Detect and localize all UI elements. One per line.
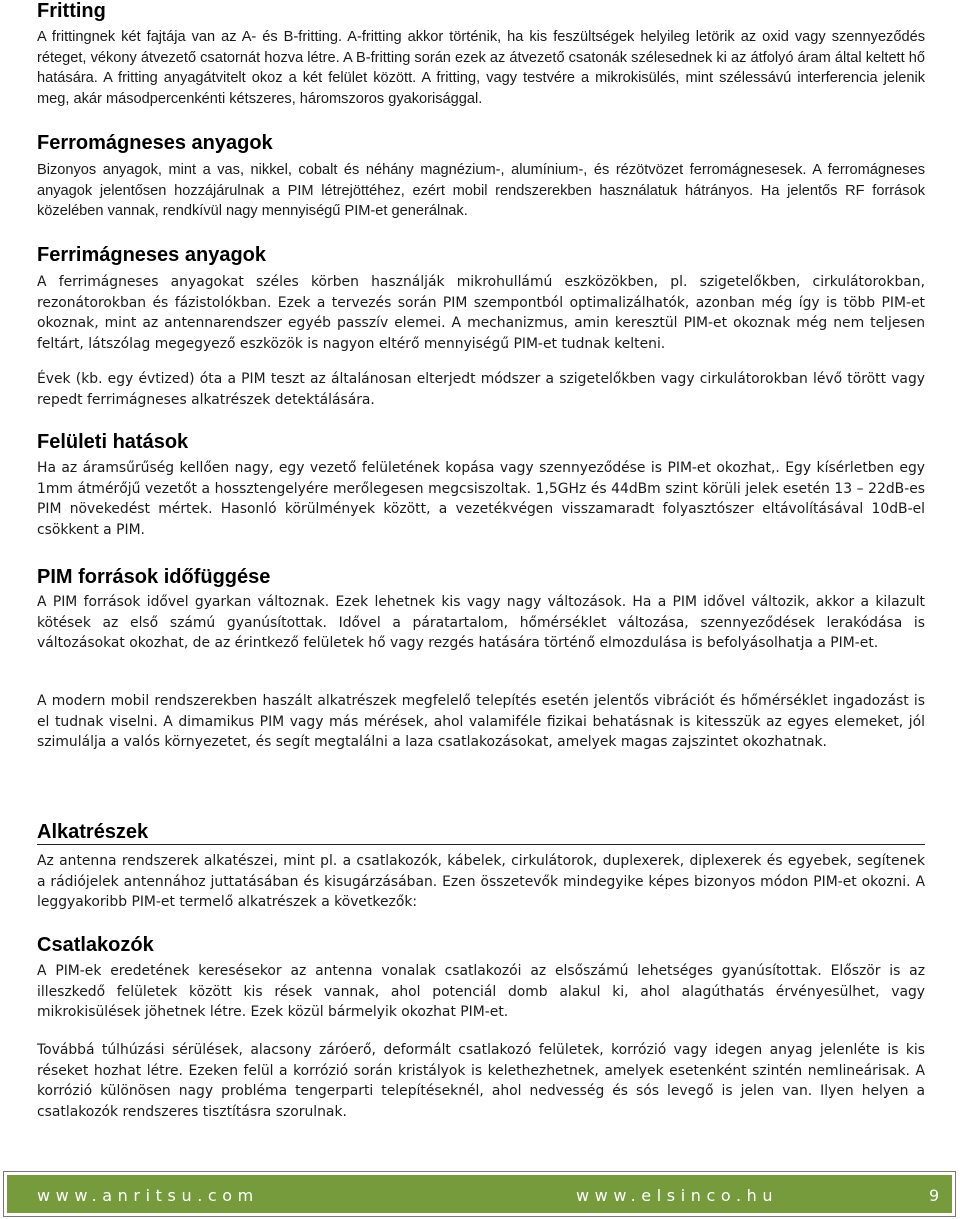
paragraph-idofugges-2: A modern mobil rendszerekben haszált alkatrészek megfelelő telepítés esetén jelentős vibrációt és hőmérséklet ingadozást is el tudnak viselni. A dimamikus PIM vagy más mérések, ahol valamiféle fizikai behatásnak is kitesszük az egyes elemeket, jól szimulálja a valós környezetet, és segít megtalálni a laza csatlakozásokat, amelyek magas zajszintet okozhatnak.: [37, 693, 925, 750]
footer-band: [7, 1175, 952, 1213]
page-number: 9: [929, 1186, 940, 1205]
paragraph-fritting: A frittingnek két fajtája van az A- és B-fritting. A-fritting akkor történik, ha kis feszültségek helyileg letörik az oxid vagy szennyeződés réteget, vékony átvezető csatornát hozva létre. A B-fritting során ezek az átvezető csatonák szélesednek ki az átfolyó áram által keltett hő hatására. A fritting anyagátvitelt okoz a két felület között. A fritting, vagy testvére a mikrokisülés, mint szélessávú interferencia jelenik meg, akár másodpercenkénti kétszeres, háromszoros gyakorisággal.: [37, 29, 925, 107]
heading-ferromagneses: Ferromágneses anyagok: [37, 132, 273, 154]
paragraph-alkatreszek: Az antenna rendszerek alkatészei, mint pl. a csatlakozók, kábelek, cirkulátorok, duplexerek, diplexerek és egyebek, segítenek a rádiójelek antennához juttatásában és kisugárzásában. Ezen összetevők mindegyike képes bizonyos módon PIM-et okozni. A leggyakoribb PIM-et termelő alkatrészek a következők:: [37, 853, 925, 910]
heading-ferrimagneses: Ferrimágneses anyagok: [37, 244, 266, 266]
paragraph-idofugges-1: A PIM források idővel gyarkan változnak. Ezek lehetnek kis vagy nagy változások. Ha a PIM idővel változik, akkor a kilazult kötések az első számú gyanúsítottak. Idővel a páratartalom, hőmérséklet változása, szennyeződések lerakódása is változásokat okozhat, de az érintkező felületek hő vagy rezgés hatására történő elmozdulása is befolyásolhatja a PIM-et.: [37, 594, 925, 651]
paragraph-csatlakozok-1: A PIM-ek eredetének keresésekor az antenna vonalak csatlakozói az elsőszámú lehetséges gyanúsítottak. Először is az illeszkedő felületek között kis rések vannak, ahol potenciál domb alakul ki, ahol alagúthatás érvényesülhet, vagy mikrokisülések jöhetnek létre. Ezek közül bármelyik okozhat PIM-et.: [37, 963, 925, 1020]
paragraph-ferromagneses: Bizonyos anyagok, mint a vas, nikkel, cobalt és néhány magnézium-, alumínium-, és rézötvözet ferromágnesesek. A ferromágneses anyagok jelentősen hozzájárulnak a PIM létrejöttéhez, ezért mobil rendszerekben használatuk hátrányos. Ha jelentős RF források közelében vannak, rendkívül nagy mennyiségű PIM-et generálnak.: [37, 162, 925, 219]
paragraph-csatlakozok-2: Továbbá túlhúzási sérülések, alacsony záróerő, deformált csatlakozó felületek, korrózió vagy idegen anyag jelenléte is kis réseket hozhat létre. Ezeken felül a korrózió során kristályok is kelethezhetnek, amelyek esetenként szintén nemlineárisak. A korrózió különösen nagy probléma tengerparti telepítéseknél, ahol nedvesség és sós levegő is jelen van. Ilyen helyen a csatlakozók rendszeres tisztításra szorulnak.: [37, 1042, 925, 1120]
heading-feluleti: Felületi hatások: [37, 431, 189, 453]
paragraph-feluleti: Ha az áramsűrűség kellően nagy, egy vezető felületének kopása vagy szennyeződése is PIM-et okozhat,. Egy kísérletben egy 1mm átmérőjű vezetőt a hossztengelyére merőlegesen megcsiszoltak. 1,5GHz és 44dBm szint körüli jelek esetén 13 – 22dB-es PIM növekedést mértek. Hasonló körülmények között, a vezetékvégen visszamaradt folyasztószer eltávolításával 10dB-el csökkent a PIM.: [37, 460, 925, 538]
heading-alkatreszek: Alkatrészek: [37, 821, 925, 845]
heading-idofugges: PIM források időfüggése: [37, 566, 271, 588]
heading-csatlakozok: Csatlakozók: [37, 934, 154, 956]
paragraph-ferrimagneses-2: Évek (kb. egy évtized) óta a PIM teszt az általánosan elterjedt módszer a szigetelőkben vagy cirkulátorokban lévő törött vagy repedt ferrimágneses alkatrészek detektálására.: [37, 371, 925, 408]
page-footer: [3, 1171, 956, 1217]
footer-link-elsinco[interactable]: www.elsinco.hu: [576, 1186, 779, 1205]
footer-link-anritsu[interactable]: www.anritsu.com: [37, 1186, 259, 1205]
paragraph-ferrimagneses-1: A ferrimágneses anyagokat széles körben használják mikrohullámú eszközökben, pl. szigetelőkben, cirkulátorokban, rezonátorokban és fázistolókban. Ezek a tervezés során PIM szempontból optimalizálhatók, azonban még így is több PIM-et okoznak, mint az antennarendszer egyéb passzív elemei. A mechanizmus, amin keresztül PIM-et okoznak még nem teljesen feltárt, látszólag megegyező eszközök is nagyon eltérő mennyiségű PIM-et tudnak kelteni.: [37, 274, 925, 352]
heading-fritting: Fritting: [37, 0, 106, 22]
